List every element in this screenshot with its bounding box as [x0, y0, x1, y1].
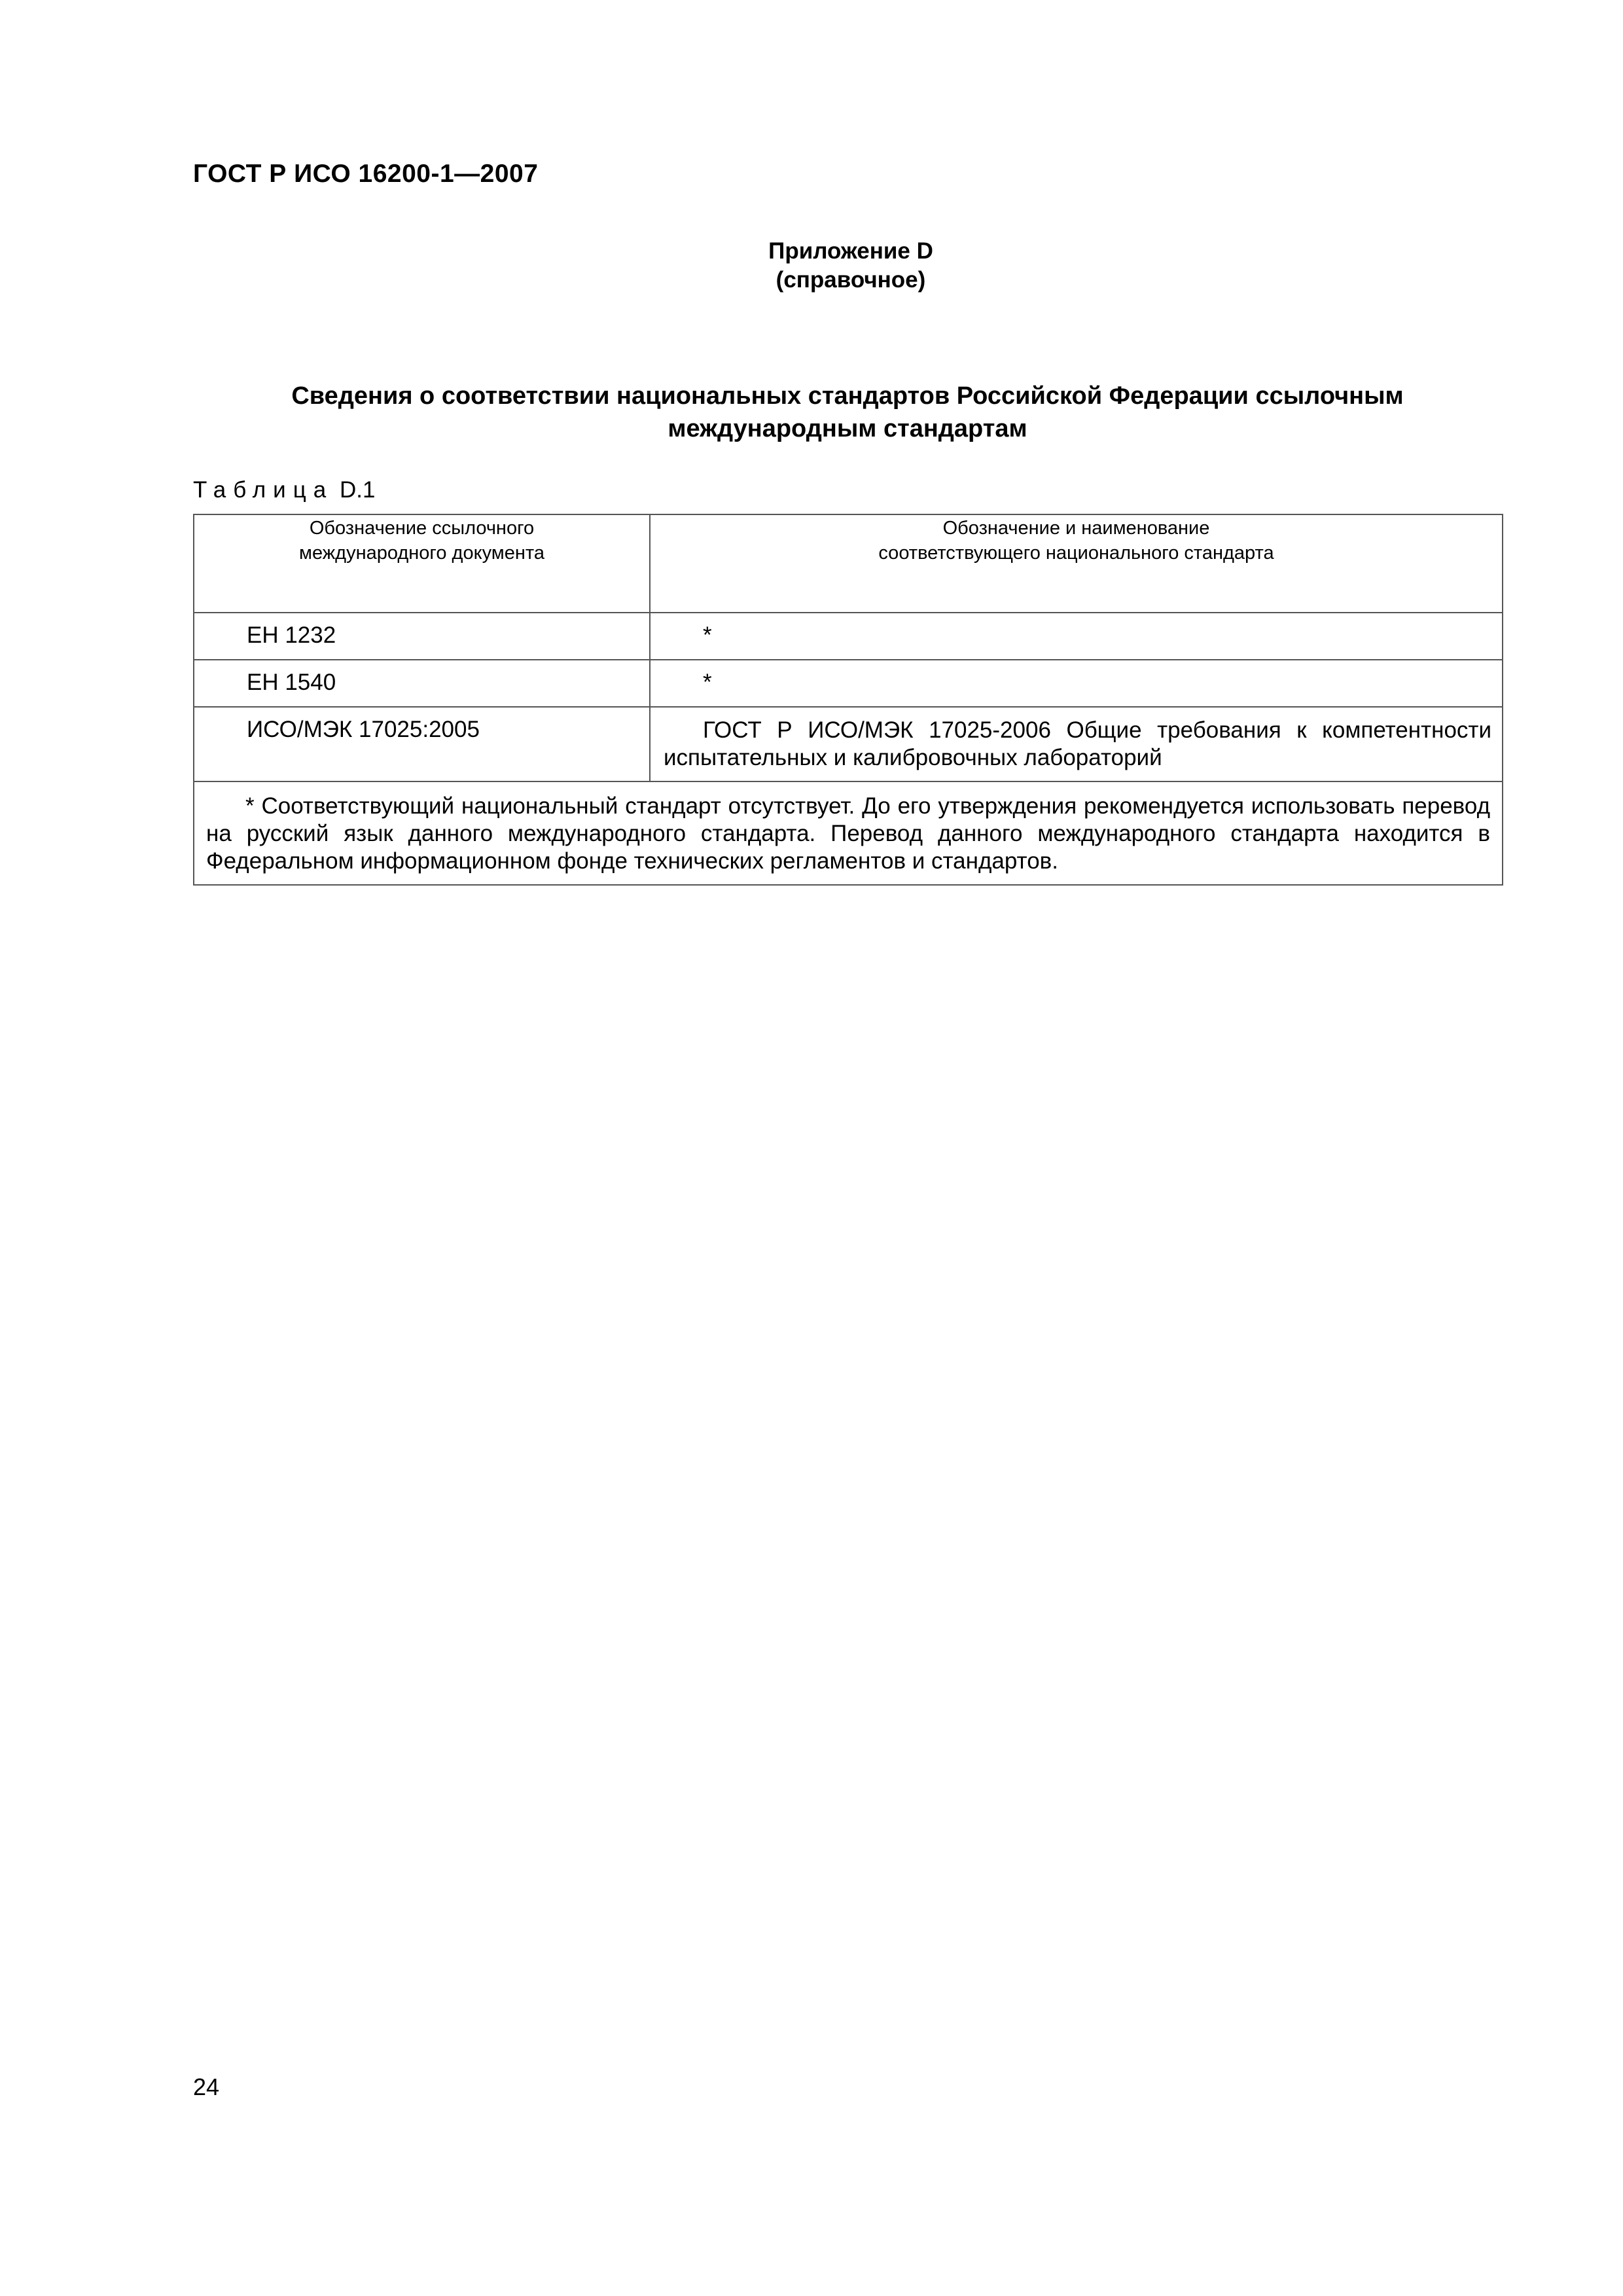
international-document-cell: ЕН 1540 — [194, 660, 650, 707]
table-caption — [193, 477, 375, 503]
annex-heading — [576, 237, 1126, 295]
table-footnote: * Соответствующий национальный стандарт отсутствует. До его утверждения рекомендуется использовать перевод на русский язык данного международного стандарта. Перевод данного международного стандарта находится в Федеральном информационном фонде технических регламентов и стандартов. — [194, 781, 1503, 885]
table-caption-word: Таблица — [193, 477, 334, 503]
header-col2-line-1: Обозначение и наименование — [942, 518, 1210, 539]
page-number: 24 — [193, 2073, 220, 2100]
header-col1-line-1: Обозначение ссылочного — [309, 518, 535, 539]
national-standard-cell: * — [650, 613, 1503, 660]
header-national-standard — [650, 514, 1503, 613]
annex-title-line-2: международным стандартам — [668, 415, 1027, 442]
header-col2-line-2: соответствующего национального стандарта — [878, 543, 1274, 564]
table-caption-number: D.1 — [339, 477, 376, 503]
table-footnote-row — [194, 781, 1503, 885]
table-row — [194, 660, 1503, 707]
annex-title-line-1: Сведения о соответствии национальных стандартов Российской Федерации ссылочным — [291, 382, 1404, 410]
annex-title — [193, 380, 1502, 445]
annex-label: Приложение D — [768, 238, 933, 264]
header-col1-line-2: международного документа — [299, 543, 544, 564]
table-header-row — [194, 514, 1503, 613]
standards-correspondence-table — [193, 514, 1503, 886]
header-international-document — [194, 514, 650, 613]
international-document-cell: ИСО/МЭК 17025:2005 — [194, 707, 650, 781]
table-row — [194, 707, 1503, 781]
national-standard-cell: * — [650, 660, 1503, 707]
international-document-cell: ЕН 1232 — [194, 613, 650, 660]
document-code: ГОСТ Р ИСО 16200-1—2007 — [193, 160, 539, 188]
annex-status: (справочное) — [776, 267, 926, 293]
national-standard-cell: ГОСТ Р ИСО/МЭК 17025-2006 Общие требования к компетентности испытательных и калибровочных лабораторий — [650, 707, 1503, 781]
table-row — [194, 613, 1503, 660]
